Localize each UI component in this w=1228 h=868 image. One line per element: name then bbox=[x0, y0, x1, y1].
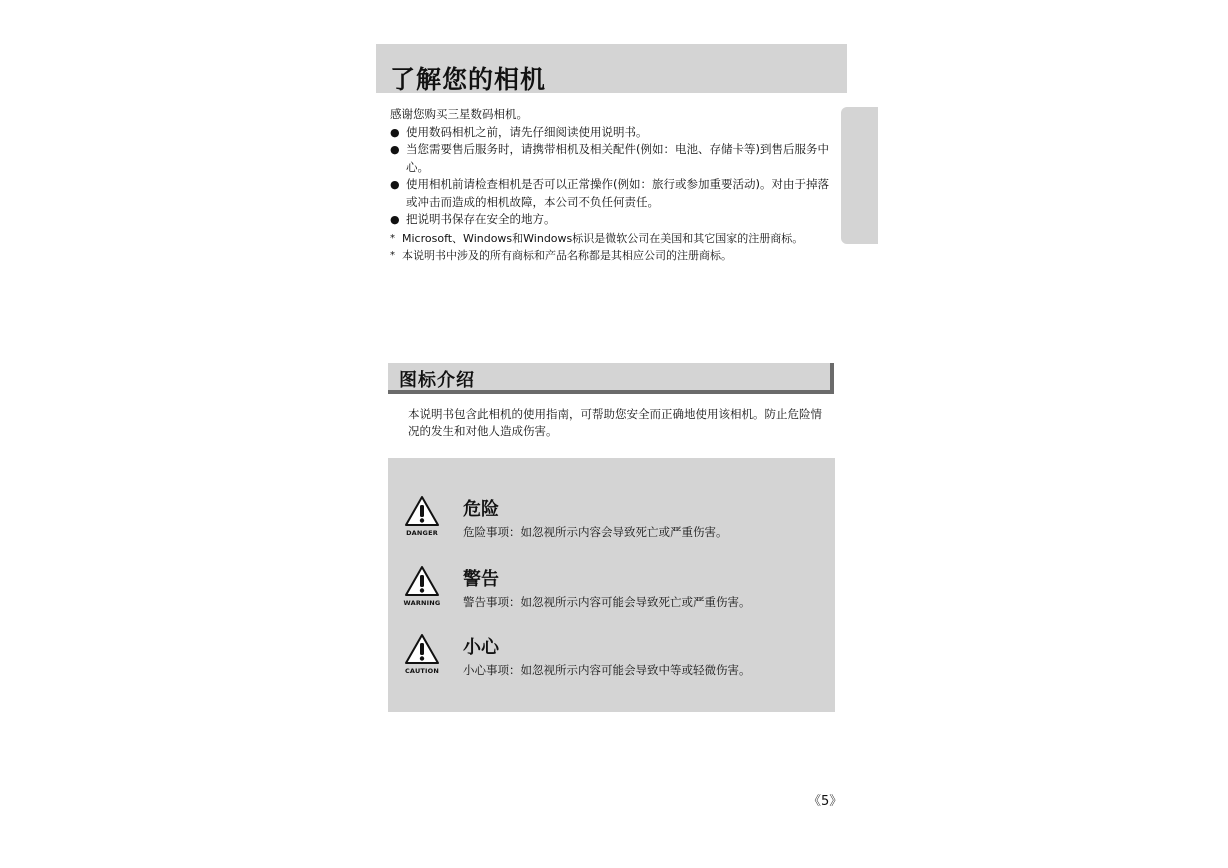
note-item bbox=[390, 247, 840, 265]
intro-section bbox=[390, 106, 840, 265]
note-mark: * bbox=[390, 250, 395, 261]
section-title: 图标介绍 bbox=[399, 370, 475, 391]
bullet-text: 把说明书保存在安全的地方。 bbox=[406, 212, 556, 226]
bullet-mark: ● bbox=[390, 213, 400, 226]
note-mark: * bbox=[390, 232, 395, 244]
bullet-text: 使用数码相机之前，请先仔细阅读使用说明书。 bbox=[406, 124, 648, 139]
legend-description: 小心事项：如忽视所示内容可能会导致中等或轻微伤害。 bbox=[463, 663, 751, 677]
bullet-mark: ● bbox=[390, 143, 400, 156]
page-number: 《5》 bbox=[808, 794, 843, 809]
legend-item-caution bbox=[388, 633, 835, 691]
bullet-mark: ● bbox=[390, 125, 400, 139]
legend-description: 危险事项：如忽视所示内容会导致死亡或严重伤害。 bbox=[463, 525, 728, 539]
warning-triangle-icon bbox=[402, 633, 442, 677]
legend-title: 小心 bbox=[463, 637, 499, 658]
intro-thanks: 感谢您购买三星数码相机。 bbox=[390, 107, 528, 121]
legend-title: 危险 bbox=[463, 499, 499, 520]
note-item bbox=[390, 230, 840, 248]
list-item bbox=[390, 211, 840, 229]
warning-triangle-icon bbox=[402, 495, 442, 539]
legend-item-warning bbox=[388, 565, 835, 623]
page-title-bar bbox=[376, 44, 847, 93]
legend-item-danger bbox=[388, 495, 835, 553]
warning-label: WARNING bbox=[403, 599, 441, 607]
caution-label: CAUTION bbox=[404, 667, 440, 675]
trademark-notes bbox=[390, 230, 840, 265]
icon-legend-panel bbox=[388, 458, 835, 712]
section-heading-bar bbox=[388, 363, 834, 394]
section-description: 本说明书包含此相机的使用指南，可帮助您安全而正确地使用该相机。防止危险情况的发生和对他人造成伤害。 bbox=[408, 407, 822, 438]
list-item bbox=[390, 141, 840, 176]
intro-bullet-list bbox=[390, 124, 840, 229]
note-text: 本说明书中涉及的所有商标和产品名称都是其相应公司的注册商标。 bbox=[402, 249, 732, 262]
legend-description: 警告事项：如忽视所示内容可能会导致死亡或严重伤害。 bbox=[463, 595, 751, 609]
bullet-text: 当您需要售后服务时，请携带相机及相关配件(例如：电池、存储卡等)到售后服务中心。 bbox=[406, 142, 829, 174]
list-item bbox=[390, 176, 840, 211]
note-text: Microsoft、Windows和Windows标识是微软公司在美国和其它国家的注册商标。 bbox=[402, 231, 804, 245]
page-title: 了解您的相机 bbox=[390, 65, 547, 94]
danger-label: DANGER bbox=[406, 529, 438, 537]
list-item bbox=[390, 124, 840, 142]
chapter-side-tab bbox=[841, 107, 878, 244]
legend-title: 警告 bbox=[463, 569, 499, 590]
bullet-text: 使用相机前请检查相机是否可以正常操作(例如：旅行或参加重要活动)。对由于掉落或冲击而造成的相机故障，本公司不负任何责任。 bbox=[406, 177, 829, 209]
bullet-mark: ● bbox=[390, 178, 400, 191]
warning-triangle-icon bbox=[402, 565, 442, 609]
